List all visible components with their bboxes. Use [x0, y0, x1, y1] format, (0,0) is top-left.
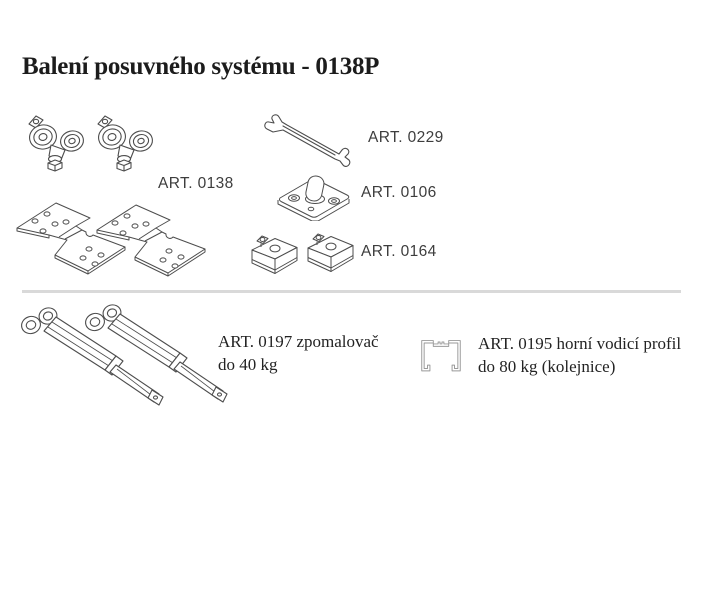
rail-caption-line1: ART. 0195 horní vodicí profil: [478, 334, 682, 353]
label-art-0164: ART. 0164: [361, 243, 437, 260]
wrench-drawing: [261, 112, 356, 167]
section-divider: [22, 290, 681, 293]
end-stop-drawing-1: [248, 229, 300, 279]
end-stop-drawing-2: [304, 227, 356, 277]
page-title: Balení posuvného systému - 0138P: [22, 53, 380, 80]
rail-caption-line2: do 80 kg (kolejnice): [478, 357, 616, 376]
label-art-0106: ART. 0106: [361, 184, 437, 201]
damper-caption: [218, 330, 379, 376]
guide-rail-profile-drawing: [415, 329, 467, 381]
roller-carriage-drawing-2: [93, 107, 157, 175]
floor-guide-drawing: [274, 171, 354, 221]
label-art-0229: ART. 0229: [368, 129, 444, 146]
mounting-bracket-drawing-2: [94, 193, 212, 279]
rail-caption: [478, 332, 681, 378]
damper-caption-line1: ART. 0197 zpomalovač: [218, 332, 379, 351]
roller-carriage-drawing-1: [24, 107, 88, 175]
label-art-0138: ART. 0138: [158, 175, 234, 192]
damper-caption-line2: do 40 kg: [218, 355, 278, 374]
soft-close-damper-drawing-1: [20, 304, 168, 406]
